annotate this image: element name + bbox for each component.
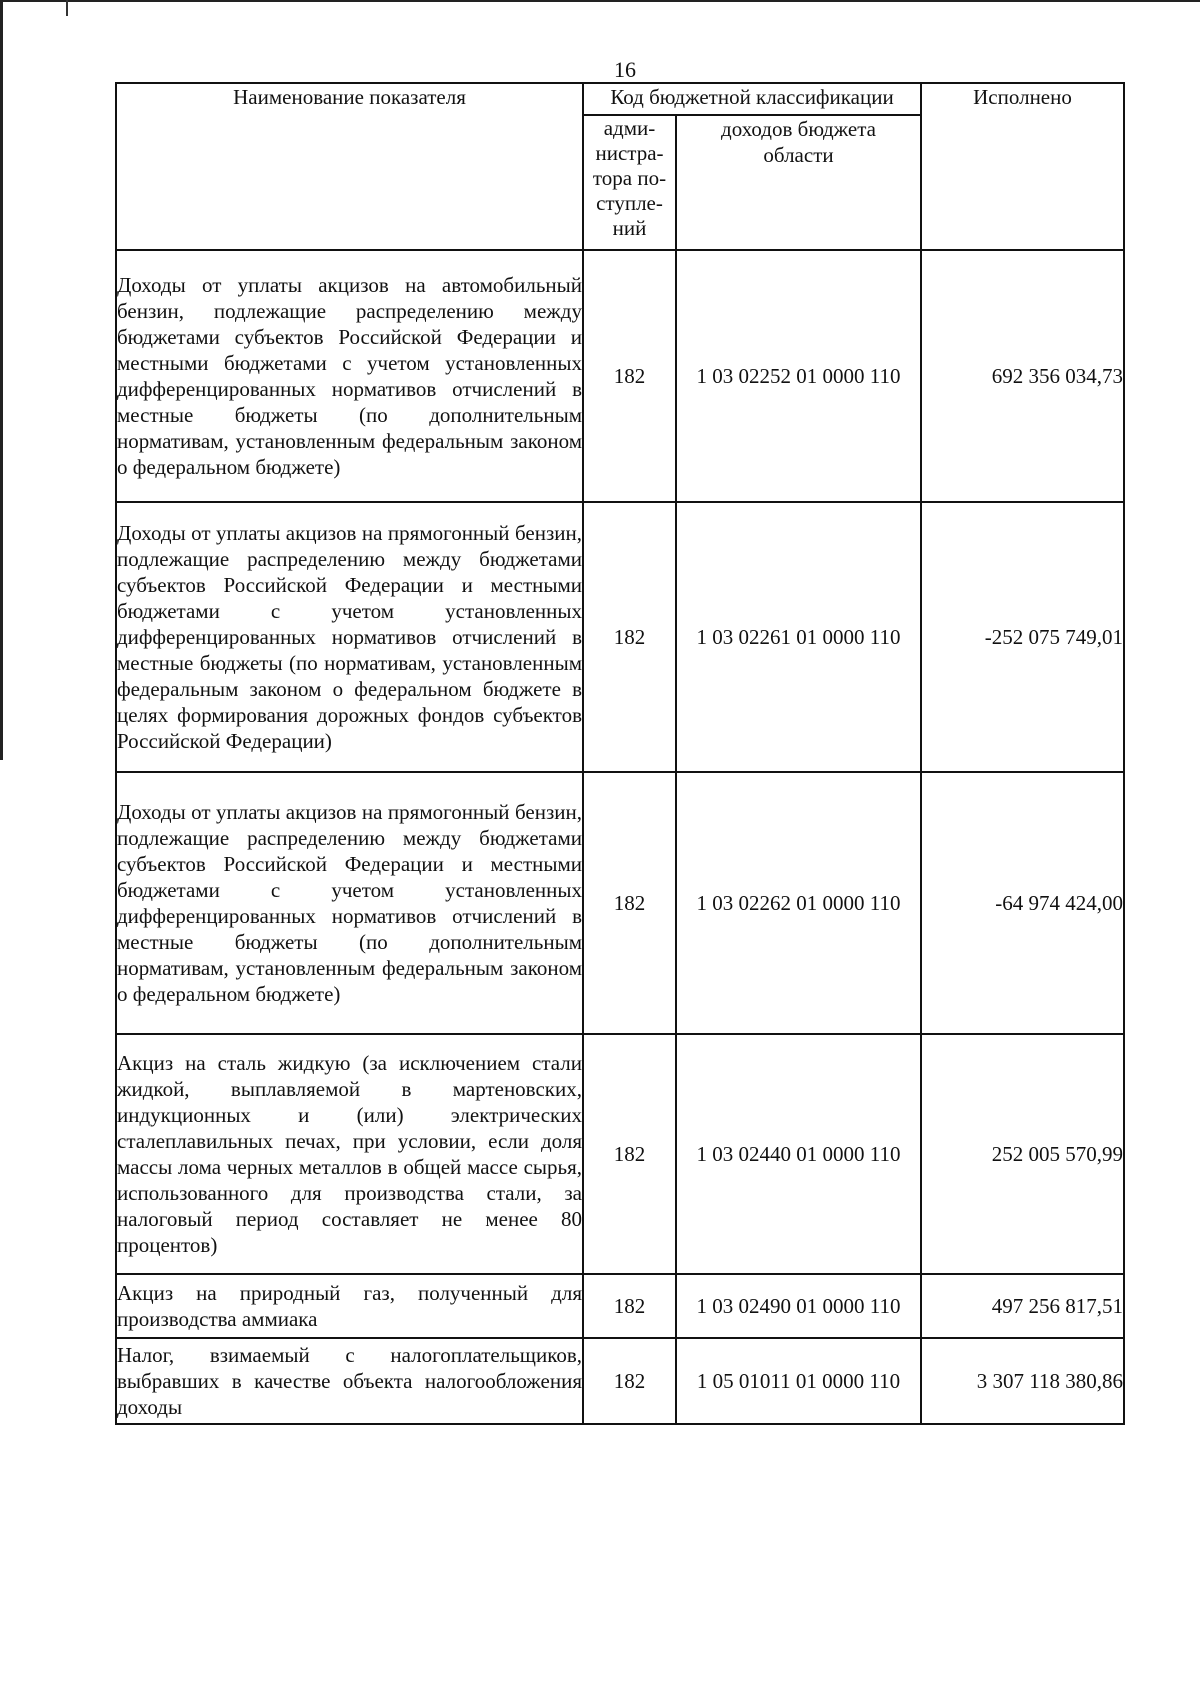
table-row [116,250,1124,502]
row-indicator-name: Доходы от уплаты акцизов на автомобильный бензин, подлежащие распределению между бюджетами субъектов Российской Федерации и местными бюджетами с учетом установленных дифференцированных нормативов отчислений в местные бюджеты (по дополнительным нормативам, установленным федеральным законом о федеральном бюджете) [116,250,583,502]
row-classification-code: 1 03 02490 01 0000 110 [676,1274,921,1338]
row-admin-code: 182 [583,1274,676,1338]
row-admin-code: 182 [583,1034,676,1274]
row-admin-code: 182 [583,772,676,1034]
row-indicator-name: Акциз на сталь жидкую (за исключением стали жидкой, выплавляемой в мартеновских, индукционных и (или) электрических сталеплавильных печах, при условии, если доля массы лома черных металлов в общей массе сырья, использованного для производства стали, за налоговый период составляет не менее 80 процентов) [116,1034,583,1274]
row-executed-amount: 692 356 034,73 [921,250,1124,502]
header-regional-budget-income [676,115,921,250]
row-executed-amount: -64 974 424,00 [921,772,1124,1034]
row-indicator-name: Налог, взимаемый с налогоплательщиков, выбравших в качестве объекта налогообложения доходы [116,1338,583,1424]
row-indicator-name: Доходы от уплаты акцизов на прямогонный бензин, подлежащие распределению между бюджетами субъектов Российской Федерации и местными бюджетами с учетом установленных дифференцированных нормативов отчислений в местные бюджеты (по дополнительным нормативам, установленным федеральным законом о федеральном бюджете) [116,772,583,1034]
page-number: 16 [614,57,636,82]
table-row [116,502,1124,772]
table-row [116,1274,1124,1338]
scan-border-mark [66,0,68,16]
row-executed-amount: 3 307 118 380,86 [921,1338,1124,1424]
table-row [116,1338,1124,1424]
scan-border-left [0,0,3,760]
header-executed: Исполнено [921,83,1124,250]
row-executed-amount: 497 256 817,51 [921,1274,1124,1338]
row-classification-code: 1 03 02261 01 0000 110 [676,502,921,772]
row-admin-code: 182 [583,502,676,772]
header-revenue-administrator-text: адми- нистра- тора по- ступле- ний [592,116,667,240]
header-regional-budget-income-text: доходов бюджета области [721,117,876,167]
header-indicator-name: Наименование показателя [116,83,583,250]
row-admin-code: 182 [583,250,676,502]
header-budget-classification-code: Код бюджетной классификации [583,83,921,115]
scan-border-top [0,0,1200,2]
row-classification-code: 1 03 02262 01 0000 110 [676,772,921,1034]
row-classification-code: 1 03 02440 01 0000 110 [676,1034,921,1274]
table-row [116,1034,1124,1274]
row-admin-code: 182 [583,1338,676,1424]
row-classification-code: 1 03 02252 01 0000 110 [676,250,921,502]
table-row [116,772,1124,1034]
budget-revenue-table [115,82,1125,1425]
row-classification-code: 1 05 01011 01 0000 110 [676,1338,921,1424]
header-revenue-administrator [583,115,676,250]
row-indicator-name: Акциз на природный газ, полученный для производства аммиака [116,1274,583,1338]
row-executed-amount: 252 005 570,99 [921,1034,1124,1274]
row-executed-amount: -252 075 749,01 [921,502,1124,772]
row-indicator-name: Доходы от уплаты акцизов на прямогонный бензин, подлежащие распределению между бюджетами субъектов Российской Федерации и местными бюджетами с учетом установленных дифференцированных нормативов отчислений в местные бюджеты (по нормативам, установленным федеральным законом о федеральном бюджете в целях формирования дорожных фондов субъектов Российской Федерации) [116,502,583,772]
